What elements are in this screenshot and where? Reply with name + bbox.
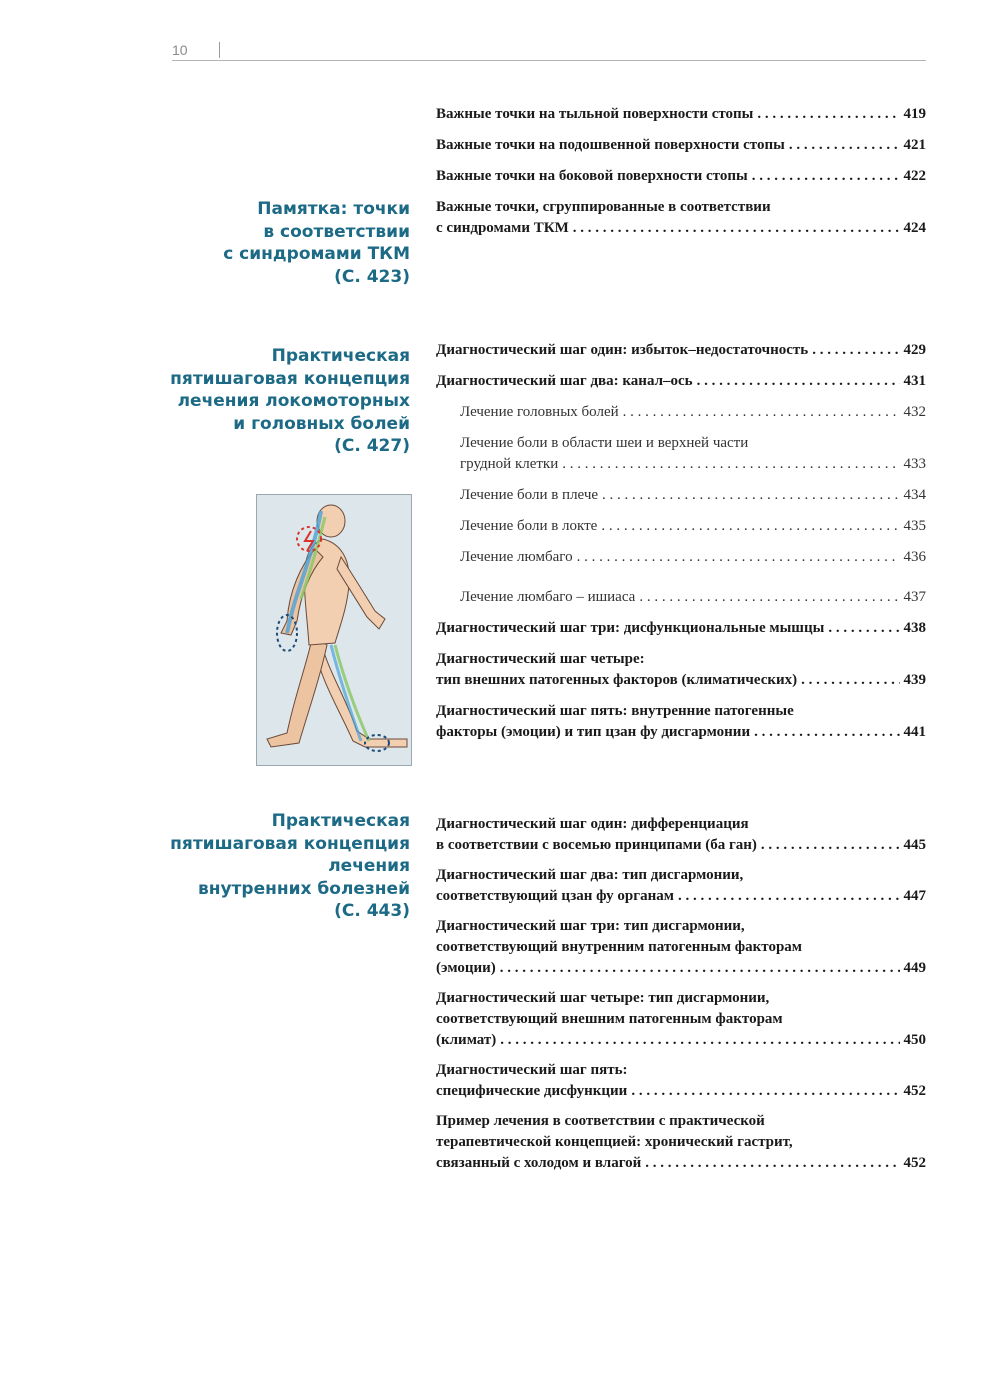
toc-entry[interactable]: [436, 371, 926, 392]
toc-entry-title: Диагностический шаг пять:: [436, 1062, 628, 1078]
toc-entry-title: Лечение боли в плече: [460, 487, 599, 503]
dot-leader: [500, 1030, 899, 1051]
toc-entry-title: с синдромами ТКМ: [436, 220, 569, 236]
dot-leader: [697, 371, 900, 392]
toc-entry-title: Лечение люмбаго: [460, 549, 573, 565]
toc-page-number: 449: [903, 960, 926, 976]
dot-leader: [645, 1153, 899, 1174]
toc-entry[interactable]: [436, 649, 926, 691]
dot-leader: [678, 886, 900, 907]
toc-entry-title: грудной клетки: [460, 456, 559, 472]
toc-entry-title: Важные точки на боковой поверхности стопы: [436, 168, 748, 184]
toc-entry[interactable]: [436, 547, 926, 568]
section-heading-2: [110, 345, 410, 458]
dot-leader: [577, 547, 900, 568]
toc-page-number: 419: [903, 106, 926, 122]
toc-section-1: [436, 104, 926, 239]
toc-entry-title: соответствующий внешним патогенным факторам: [436, 1011, 783, 1027]
toc-entry[interactable]: [436, 135, 926, 156]
toc-entry[interactable]: [436, 340, 926, 361]
toc-entry[interactable]: [436, 433, 926, 475]
toc-entry[interactable]: [436, 1060, 926, 1102]
dot-leader: [500, 958, 900, 979]
dot-leader: [639, 587, 899, 608]
toc-entry-title: (климат): [436, 1032, 497, 1048]
toc-section-3: [436, 814, 926, 1174]
page-number: 10: [172, 42, 188, 58]
toc-entry[interactable]: [436, 485, 926, 506]
heading-line: (С. 443): [334, 901, 410, 921]
heading-line: Практическая: [271, 811, 410, 831]
heading-line: Памятка: точки: [257, 199, 410, 219]
toc-page-number: 424: [903, 220, 926, 236]
toc-entry-title: специфические дисфункции: [436, 1083, 628, 1099]
toc-entry[interactable]: [436, 701, 926, 743]
toc-entry-title: Диагностический шаг четыре:: [436, 651, 645, 667]
dot-leader: [562, 454, 899, 475]
toc-entry-title: Лечение боли в локте: [460, 518, 598, 534]
toc-page-number: 439: [903, 672, 926, 688]
toc-entry-title: Диагностический шаг один: избыток–недостаточность: [436, 342, 809, 358]
dot-leader: [812, 340, 899, 361]
toc-page-number: 441: [903, 724, 926, 740]
heading-line: лечения: [328, 856, 410, 876]
toc-entry-title: Важные точки на тыльной поверхности стопы: [436, 106, 754, 122]
toc-page-number: 437: [903, 589, 926, 605]
toc-entry-title: Лечение люмбаго – ишиаса: [460, 589, 636, 605]
toc-page-number: 438: [903, 620, 926, 636]
toc-page-number: 429: [903, 342, 926, 358]
heading-line: пятишаговая концепция: [170, 833, 410, 854]
toc-entry-title: Диагностический шаг один: дифференциация: [436, 816, 749, 832]
header-rule: [172, 60, 926, 61]
heading-line: и головных болей: [233, 413, 410, 434]
header-tick: [219, 42, 220, 58]
toc-entry[interactable]: [436, 587, 926, 608]
toc-page-number: 447: [903, 888, 926, 904]
toc-entry-title: (эмоции): [436, 960, 496, 976]
toc-entry-title: Важные точки на подошвенной поверхности стопы: [436, 137, 785, 153]
dot-leader: [602, 485, 899, 506]
toc-entry[interactable]: [436, 104, 926, 125]
toc-entry[interactable]: [436, 166, 926, 187]
heading-line: внутренних болезней: [197, 878, 410, 899]
toc-entry[interactable]: [436, 814, 926, 856]
heading-line: (С. 423): [334, 266, 410, 287]
dot-leader: [631, 1081, 899, 1102]
walking-man-icon: [257, 495, 411, 765]
heading-line: в соответствии: [263, 221, 410, 242]
dot-leader: [757, 104, 899, 125]
walking-figure-illustration: [256, 494, 412, 766]
toc-page-number: 436: [903, 549, 926, 565]
toc-section-2: [436, 340, 926, 743]
toc-entry-title: Диагностический шаг четыре: тип дисгармонии,: [436, 990, 770, 1006]
dot-leader: [761, 835, 900, 856]
dot-leader: [752, 166, 900, 187]
toc-entry-title: Диагностический шаг три: дисфункциональные мышцы: [436, 620, 825, 636]
toc-entry-title: Лечение головных болей: [460, 404, 619, 420]
heading-line: пятишаговая концепция: [170, 368, 410, 389]
dot-leader: [801, 670, 899, 691]
toc-page-number: 435: [903, 518, 926, 534]
toc-page-number: 421: [903, 137, 926, 153]
dot-leader: [623, 402, 900, 423]
toc-entry-title: Пример лечения в соответствии с практической: [436, 1113, 765, 1129]
heading-line: (С. 427): [334, 436, 410, 456]
toc-entry-title: терапевтической концепцией: хронический гастрит,: [436, 1134, 793, 1150]
toc-entry-title: Диагностический шаг три: тип дисгармонии,: [436, 918, 745, 934]
dot-leader: [789, 135, 900, 156]
toc-page-number: 445: [903, 837, 926, 853]
toc-entry[interactable]: [436, 197, 926, 239]
dot-leader: [573, 218, 900, 239]
dot-leader: [601, 516, 899, 537]
toc-entry-title: соответствующий цзан фу органам: [436, 888, 674, 904]
toc-entry-title: Диагностический шаг пять: внутренние патогенные: [436, 703, 794, 719]
toc-page-number: 452: [903, 1083, 926, 1099]
toc-page-number: 434: [903, 487, 926, 503]
toc-entry[interactable]: [436, 916, 926, 979]
toc-page-number: 452: [903, 1155, 926, 1171]
section-heading-1: [110, 198, 410, 288]
toc-entry-title: факторы (эмоции) и тип цзан фу дисгармонии: [436, 724, 751, 740]
toc-entry[interactable]: [436, 618, 926, 639]
heading-line: лечения локомоторных: [177, 391, 410, 411]
toc-entry-title: связанный с холодом и влагой: [436, 1155, 642, 1171]
toc-entry[interactable]: [436, 1111, 926, 1174]
toc-entry[interactable]: [436, 865, 926, 907]
heading-line: Практическая: [271, 346, 410, 366]
toc-page-number: 450: [903, 1032, 926, 1048]
toc-entry-title: в соответствии с восемью принципами (ба ган): [436, 837, 757, 853]
toc-page-number: 422: [903, 168, 926, 184]
heading-line: с синдромами ТКМ: [223, 244, 410, 264]
toc-entry[interactable]: [436, 516, 926, 537]
toc-entry-title: тип внешних патогенных факторов (климатических): [436, 672, 798, 688]
toc-entry-title: соответствующий внутренним патогенным факторам: [436, 939, 803, 955]
dot-leader: [828, 618, 899, 639]
section-heading-3: [110, 810, 410, 923]
toc-entry-title: Лечение боли в области шеи и верхней части: [460, 435, 749, 451]
toc-entry-title: Диагностический шаг два: канал–ось: [436, 373, 693, 389]
dot-leader: [754, 722, 899, 743]
toc-entry[interactable]: [436, 402, 926, 423]
toc-entry-title: Важные точки, сгруппированные в соответствии: [436, 199, 771, 215]
toc-entry-title: Диагностический шаг два: тип дисгармонии,: [436, 867, 744, 883]
toc-entry[interactable]: [436, 988, 926, 1051]
toc-page-number: 433: [903, 456, 926, 472]
toc-page-number: 431: [903, 373, 926, 389]
toc-page-number: 432: [903, 404, 926, 420]
